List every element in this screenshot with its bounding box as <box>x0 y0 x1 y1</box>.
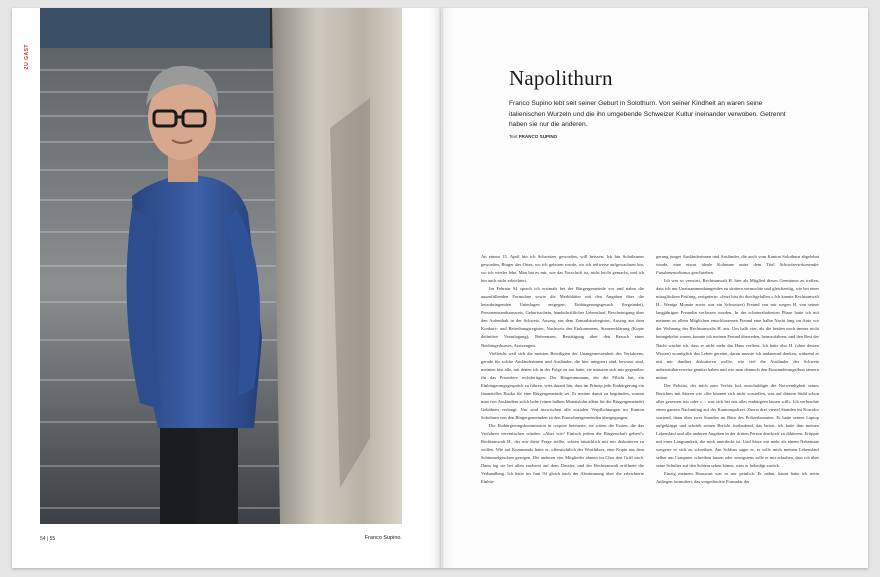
article-title: Napolithurn <box>509 66 613 90</box>
byline-label: Text <box>509 134 518 139</box>
page-number: 54 | 55 <box>40 536 56 542</box>
body-text: gerung junger Ausländerinnen und Ausländer, die auch vom Kanton Solothurn abgelehnt wurde, eine etwas ideale Kolumne unter dem Titel <box>656 254 819 268</box>
body-text: geschrieben. <box>691 270 714 276</box>
body-paragraph <box>656 253 819 277</box>
byline <box>509 134 557 139</box>
body-column-1 <box>481 253 644 486</box>
body-paragraph: Ich war so verwirrt, Rechtsanwalt H. hier als Mitglied dieses Gremiums zu treffen, dass ich nur Unzusammenhängendes zu stottern vermochte und gleichzeitig, wie bei einer missglückten Prüfung, resignierte: «Jetzt bist du durchgefallen.» Ich kannte Rechtsanwalt H.: Wenige Monate zuvor war ein Schweizer) Freund von mir wegen H. von seiner langjährigen Freundin verlassen worden. In der schmerzhaftesten Phase hatte ich mit meinem zu allem Möglichen entschlossenen Freund eine halbe Nacht lang im Auto vor der Wohnung des Rechtsanwalts H. aus. Um halb vier, als die beiden noch immer nicht heimgekehrt waren, konnte ich meinen Freund überreden, heimzufahren, und den Rest der Nacht wachte ich, dass er nicht mehr das Haus verliess. Ich hatte also H. (ohne dessen Wissen) womöglich das Leben gerettet, daran musste ich andauernd denken, während er mit mir darüber diskutieren wollte, wie viel die Ausländer der Schweiz unbestrittbarerweise genützt haben und wie man dennoch den Einwanderungsfluss steuern müsse. <box>656 278 819 380</box>
photo-caption: Franco Supino. <box>364 535 402 541</box>
byline-author: FRANCO SUPINO <box>518 134 558 139</box>
section-label: ZU GAST <box>24 44 30 70</box>
body-paragraph: Einzig meinem Hauswart war es nur peinlich. Er nahm, kaum hatte ich mein Anliegen formuliert, das vorgedruckte Formular der <box>656 471 819 485</box>
portrait-illustration <box>40 8 402 524</box>
body-paragraph: Vielleicht weil sich die meisten Beteiligten der Unangemessenheit des Verfahrens, gerade für solche Ausländerinnen und Ausländer, die hier integriert sind, bewusst sind, meinten fast alle, mit denen ich in der Folge zu tun hatte, sie müssten sich mir gegenüber für das Prozedere rechtfertigen: Der Bürgerammann, der die Pflicht hat, ein Einbürgerungsgespräch zu führen, wies darauf hin, dass im Prinzip jede Einbürgerung ein finanzielles Risiko für eine Bürgergemeinde sei. Er meinte damit zu begründen, warum man von Ausländern solch hohe (einen halben Monatslohn allein für die Bürgergemeinde) Gebühren verlangt. Nur sind inzwischen alle sozialen Verpflichtungen im Kanton Solothurn von den Bürgergemeinden zu den Einwohnergemeinden übergegangen. <box>481 350 644 420</box>
magazine-spread <box>12 8 868 568</box>
body-column-2 <box>656 253 819 486</box>
portrait-photo <box>40 8 402 524</box>
body-paragraph: Der Polizist, der mich zum Verhör lud, entschuldigte die Notwendigkeit seines Berichtes mit Sätzen wie «Sie können sich nicht vorstellen, was auf diesem Stuhl schon alles gesessen ist» oder «… was sich bei uns alles einbürgern lassen will». Ich verbrachte einen ganzen Nachmittag auf der Kantonspolizei. Zuerst drei viertel Stunden im Korridor wartend, dann über zwei Stunden im Büro des Polizeibeamten. Er hatte seinen Laptop aufgeklappt und schrieb seinen Bericht fortlaufend, das heisst, ich hatte ihm meinen Lebenslauf und alle anderen Angaben in der dritten Person druckreif zu diktieren. Ertippte mit einer Langsamkeit, die noch unerdeckt ist. Und Sätze mit mehr als einem Nebensatz weigerte er sich zu schreiben. Am Schluss sagte er, er solle mich meinen Lebenslauf selber am Computer schreiben lassen oder wenigstens solle er mir erlauben, dass ich über seine Schulter auf den Schirm sehen könne, wies er beleidigt zurück. <box>656 382 819 469</box>
body-paragraph: Im Februar 94 sprach ich erstmals bei der Bürgergemeinde vor und nahm die auszufüllenden Formulare sowie die Merkblätter mit den Angaben über die beizubringenden Unterlagen entgegen: Einbürgerungsgesuch (begründet), Personenstandsausweis, Geburtsschein, handschriftlicher Lebenslauf, Bescheinigung über den Aufenthalt in der Schweiz, Auszug aus dem Zentralstrafregister, Auszug aus dem Konkurs- und Betreibungsregister, Nachweis des Einkommens, Steuererklärung (Kopie definitive Veranlagung), Referenzen, Bestätigung über den Besuch eines Neubürgerkurses, Arztzeugnis. <box>481 286 644 348</box>
body-paragraph: An einem 15. April bin ich Schweizer geworden, will heissen: Ich bin Solothurner geworden, Bürger des Ortes, wo ich geboren wurde, wo ich teilweise aufgewachsen bin, wo ich wieder lebe. Man hat es mir, wie das Vorschrift ist, nicht leicht gemacht, und ich bin auch nicht erleichtert. <box>481 254 644 284</box>
column-title: Schweizerträumender Fundamentalismus <box>656 262 820 276</box>
left-page <box>12 8 441 568</box>
body-paragraph: Die Einbürgerungskommission in corpore beteuerte, sie wären die Ersten, die das Verfahren vereinfachen würden. «Aber wie? Einfach jedem die Bürgerschaft geben?» Rechtsanwalt H., der mir diese Frage stellte, schien tatsächlich mit mir diskutieren zu wollen. Wie auf Kommando hatte er, offensichtlich der Wortführer, eine Kopie aus dem Schimmelgeschen gezogen. Die anderen vier Mitglieder ahnten im Chor den Griff nach. Dann lag sie bei allen zuoberst auf dem Dossier, und der Rechtsanwalt eröffnete die Verhandlung. Ich hatte im Juni 94 gleich nach der Abstimmung über die erleichterte Einbür- <box>481 422 644 485</box>
right-page <box>441 8 868 568</box>
article-lead: Franco Supino lebt seit seiner Geburt in Solothurn. Von seiner Kindheit an waren seine italienischen Wurzeln und die ihn umgebende Schweizer Kultur ineinander verwoben. Getrennt haben sie nur die anderen. <box>509 100 786 129</box>
